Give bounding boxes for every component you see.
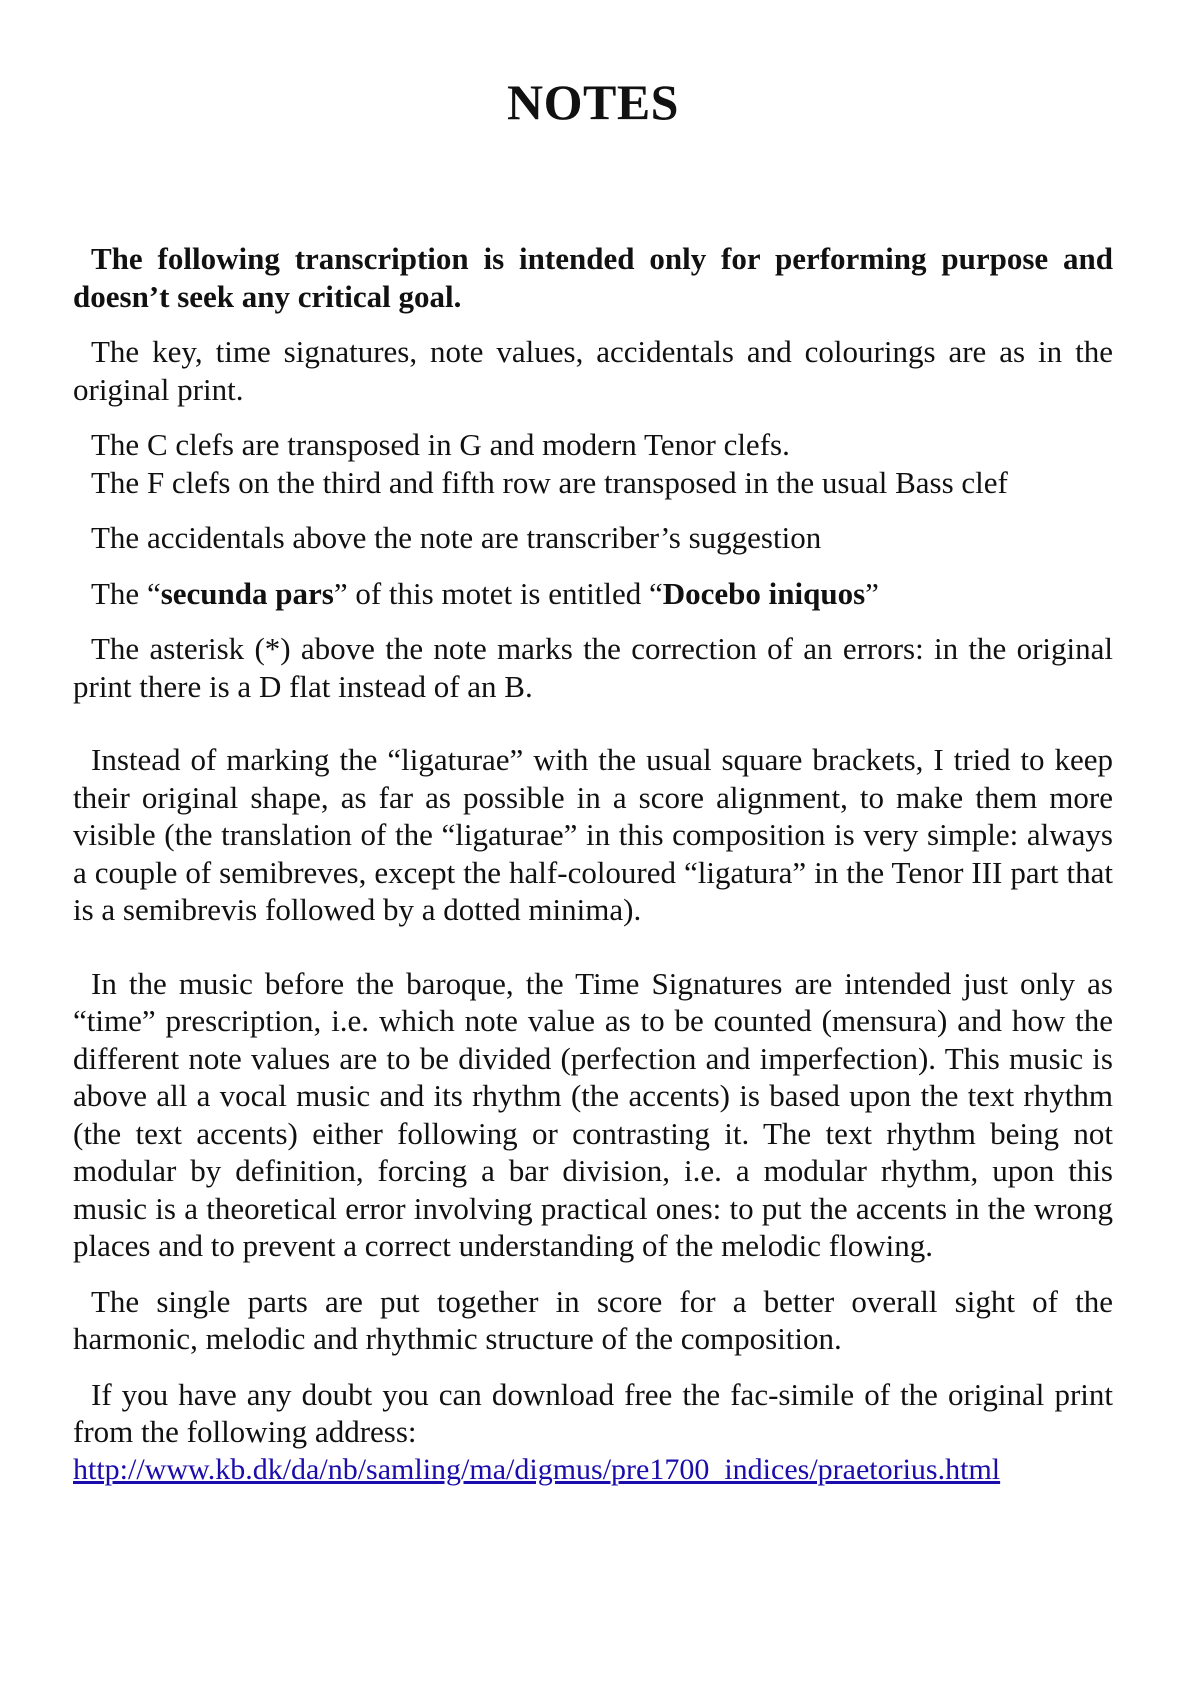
accidentals-paragraph: The accidentals above the note are transcriber’s suggestion	[91, 520, 822, 555]
page-title: NOTES	[506, 74, 679, 130]
secunda-text-pre: The “	[91, 575, 161, 611]
download-paragraph: If you have any doubt you can download free the fac-simile of the original print from the following address:	[73, 1376, 1113, 1449]
secunda-text-mid: ” of this motet is entitled “	[333, 575, 663, 611]
secunda-pars-title: secunda pars	[160, 575, 334, 611]
c-clefs-paragraph: The C clefs are transposed in G and modern Tenor clefs.	[91, 427, 790, 462]
intro-paragraph: The following transcription is intended only for performing purpose and doesn’t seek any critical goal.	[73, 241, 1113, 314]
key-paragraph: The key, time signatures, note values, accidentals and colourings are as in the original print.	[73, 334, 1113, 407]
secunda-pars-paragraph	[73, 575, 1113, 613]
asterisk-paragraph: The asterisk (*) above the note marks the correction of an errors: in the original print there is a D flat instead of an B.	[73, 631, 1113, 704]
document-page	[73, 0, 1113, 1697]
notes-body	[73, 240, 1113, 1488]
facsimile-link[interactable]: http://www.kb.dk/da/nb/samling/ma/digmus/pre1700_indices/praetorius.html	[73, 1452, 1001, 1486]
motet-title: Docebo iniquos	[662, 575, 866, 611]
f-clefs-paragraph: The F clefs on the third and fifth row are transposed in the usual Bass clef	[91, 464, 1008, 500]
score-paragraph: The single parts are put together in score for a better overall sight of the harmonic, melodic and rhythmic structure of the composition.	[73, 1283, 1113, 1356]
time-signatures-paragraph: In the music before the baroque, the Time Signatures are intended just only as “time” prescription, i.e. which note value as to be counted (mensura) and how the different note values are to be divided (perfection and imperfection). This music is above all a vocal music and its rhythm (the accents) is based upon the text rhythm (the text accents) either following or contrasting it. The text rhythm being not modular by definition, forcing a bar division, i.e. a modular rhythm, upon this music is a theoretical error involving practical ones: to put the accents in the wrong places and to prevent a correct understanding of the melodic flowing.	[73, 965, 1113, 1263]
secunda-text-post: ”	[865, 575, 879, 611]
ligaturae-paragraph: Instead of marking the “ligaturae” with the usual square brackets, I tried to keep their original shape, as far as possible in a score alignment, to make them more visible (the translation of the “ligaturae” in this composition is very simple: always a couple of semibreves, except the half-coloured “ligatura” in the Tenor III part that is a semibrevis followed by a dotted minima).	[73, 742, 1113, 927]
